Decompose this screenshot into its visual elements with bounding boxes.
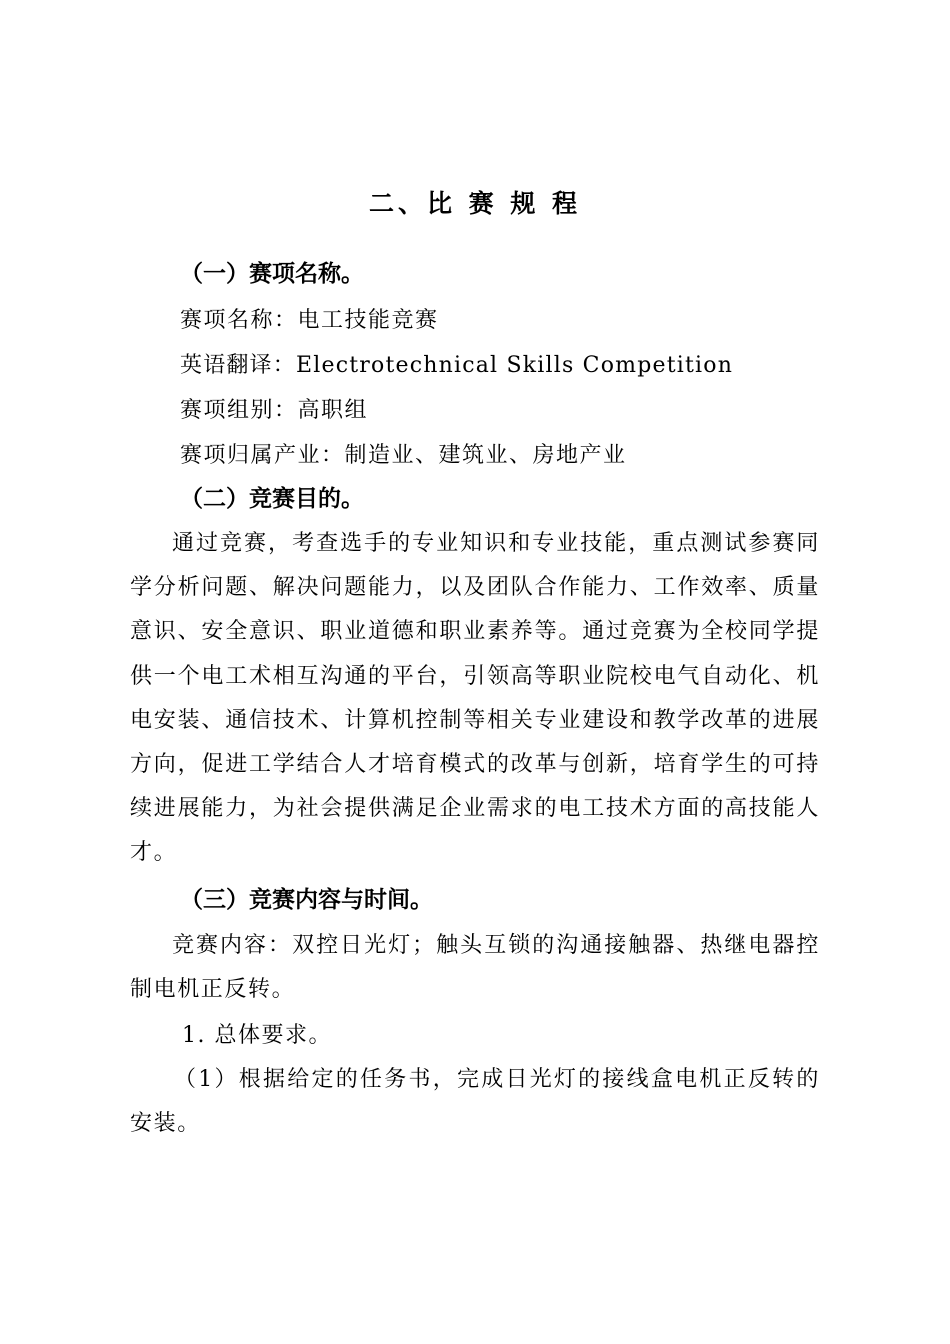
section-heading-content: （三）竞赛内容与时间。	[180, 887, 433, 913]
page-title: 二、比 赛 规 程	[368, 189, 582, 218]
content-paragraph: 竞赛内容：双控日光灯；触头互锁的沟通接触器、热继电器控制电机正反转。	[130, 933, 820, 1003]
section-heading-purpose: （二）竞赛目的。	[180, 486, 364, 512]
section-heading-name: （一）赛项名称。	[180, 261, 364, 287]
purpose-paragraph: 通过竞赛，考查选手的专业知识和专业技能，重点测试参赛同学分析问题、解决问题能力，以及团队合作能力、工作效率、质量意识、安全意识、职业道德和职业素养等。通过竞赛为全校同学提供一个电工术相互沟通的平台，引领高等职业院校电气自动化、机电安装、通信技术、计算机控制等相关专业建设和教学改革的进展方向，促进工学结合人才培育模式的改革与创新，培育学生的可持续进展能力，为社会提供满足企业需求的电工技术方面的高技能人才。	[130, 531, 820, 866]
item-general-requirements: 1. 总体要求。	[182, 1023, 332, 1048]
english-translation-line: 英语翻译：Electrotechnical Skills Competition	[180, 353, 734, 378]
event-industry-line: 赛项归属产业：制造业、建筑业、房地产业	[180, 443, 627, 468]
item-requirement-1: （1）根据给定的任务书，完成日光灯的接线盒电机正反转的安装。	[130, 1067, 820, 1137]
event-name-line: 赛项名称：电工技能竞赛	[180, 308, 439, 333]
event-group-line: 赛项组别：高职组	[180, 398, 369, 423]
